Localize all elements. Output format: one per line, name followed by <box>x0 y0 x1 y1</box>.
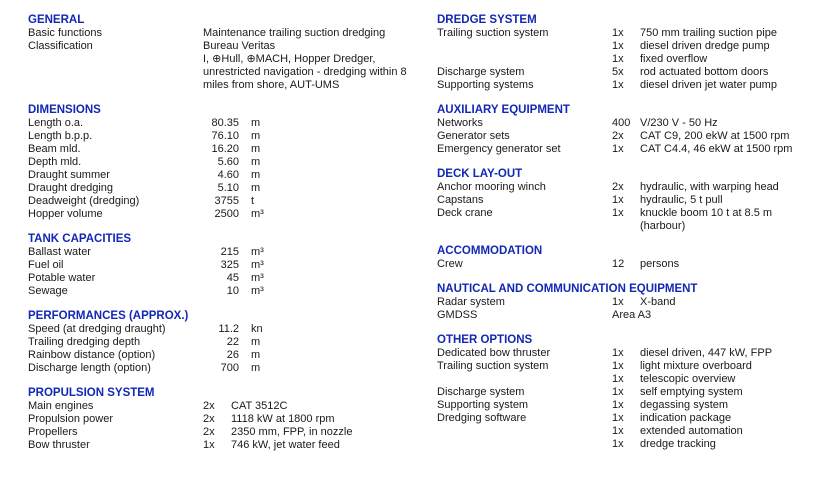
row-value: 76.10 <box>211 130 239 142</box>
row-qty: Area A3 <box>612 309 652 321</box>
spec-row <box>28 285 420 298</box>
row-label: Propellers <box>28 426 78 438</box>
row-value: V/230 V - 50 Hz <box>640 117 718 129</box>
row-qty: 1x <box>612 143 624 155</box>
row-label: Anchor mooring winch <box>437 181 546 193</box>
row-value: degassing system <box>640 399 729 411</box>
row-unit: m <box>251 169 261 181</box>
section-title-deck-lay-out: DECK LAY-OUT <box>437 168 523 180</box>
row-value: 750 mm trailing suction pipe <box>640 27 777 39</box>
row-label: Fuel oil <box>28 259 64 271</box>
row-label: Supporting systems <box>437 79 534 91</box>
row-value: light mixture overboard <box>640 360 752 372</box>
spec-row <box>437 207 829 220</box>
row-value: rod actuated bottom doors <box>640 66 769 78</box>
spec-row <box>28 156 420 169</box>
row-label: Dedicated bow thruster <box>437 347 551 359</box>
section-title-other-options: OTHER OPTIONS <box>437 334 533 346</box>
section-title-auxiliary-equipment: AUXILIARY EQUIPMENT <box>437 104 570 116</box>
spec-row <box>28 362 420 375</box>
right-column <box>437 14 829 451</box>
spec-row <box>28 349 420 362</box>
spec-row <box>437 66 829 79</box>
row-label: Speed (at dredging draught) <box>28 323 166 335</box>
row-qty: 1x <box>612 438 624 450</box>
spec-row <box>28 169 420 182</box>
spec-row <box>28 400 420 413</box>
row-unit: m <box>251 182 261 194</box>
row-label: Deadweight (dredging) <box>28 195 140 207</box>
spec-row <box>28 208 420 221</box>
row-unit: m <box>251 362 261 374</box>
spec-row <box>437 220 829 233</box>
row-label: Length o.a. <box>28 117 84 129</box>
row-label: Radar system <box>437 296 505 308</box>
row-value: 5.60 <box>217 156 239 168</box>
spec-row <box>28 246 420 259</box>
row-value: hydraulic, with warping head <box>640 181 779 193</box>
spec-row <box>437 258 829 271</box>
row-qty: 2x <box>612 130 624 142</box>
spec-row <box>28 323 420 336</box>
row-qty: 1x <box>612 373 624 385</box>
row-qty: 1x <box>203 439 215 451</box>
row-label: Trailing suction system <box>437 360 549 372</box>
spec-row <box>28 195 420 208</box>
row-unit: m <box>251 130 261 142</box>
row-value: knuckle boom 10 t at 8.5 m <box>640 207 773 219</box>
row-label: Sewage <box>28 285 68 297</box>
spec-row <box>28 182 420 195</box>
spec-row <box>28 259 420 272</box>
row-value: 5.10 <box>217 182 239 194</box>
section-title-nautical-and-communication-equipment: NAUTICAL AND COMMUNICATION EQUIPMENT <box>437 283 698 295</box>
row-label: Crew <box>437 258 463 270</box>
row-label: Trailing suction system <box>437 27 549 39</box>
spec-row <box>28 40 420 53</box>
spec-row <box>28 53 420 66</box>
row-qty: 1x <box>612 40 624 52</box>
row-value: 4.60 <box>217 169 239 181</box>
spec-row <box>437 438 829 451</box>
row-label: Depth mld. <box>28 156 82 168</box>
row-value: 45 <box>226 272 239 284</box>
row-label: Propulsion power <box>28 413 113 425</box>
row-qty: 1x <box>612 53 624 65</box>
row-qty: 1x <box>612 386 624 398</box>
row-value: 11.2 <box>218 323 239 335</box>
row-label: Bow thruster <box>28 439 90 451</box>
section-title-dredge-system: DREDGE SYSTEM <box>437 14 537 26</box>
spec-row <box>437 130 829 143</box>
row-label: Discharge system <box>437 66 525 78</box>
spec-row <box>437 386 829 399</box>
row-label: Ballast water <box>28 246 91 258</box>
section-title-performances-approx: PERFORMANCES (APPROX.) <box>28 310 189 322</box>
row-unit: kn <box>251 323 263 335</box>
spec-row <box>437 53 829 66</box>
row-value: Bureau Veritas <box>203 40 276 52</box>
row-value: fixed overflow <box>640 53 708 65</box>
row-label: Networks <box>437 117 483 129</box>
row-qty: 2x <box>612 181 624 193</box>
spec-row <box>437 194 829 207</box>
spec-row <box>437 40 829 53</box>
spec-row <box>437 347 829 360</box>
row-label: Potable water <box>28 272 96 284</box>
row-value: X-band <box>640 296 676 308</box>
spec-row <box>437 79 829 92</box>
spec-row <box>437 309 829 322</box>
row-qty: 400 <box>612 117 631 129</box>
row-value: I, ⊕Hull, ⊕MACH, Hopper Dredger, <box>203 53 376 65</box>
row-value: Maintenance trailing suction dredging <box>203 27 386 39</box>
row-label: Draught summer <box>28 169 110 181</box>
row-label: Deck crane <box>437 207 493 219</box>
row-qty: 5x <box>612 66 624 78</box>
spec-row <box>437 373 829 386</box>
row-value: 325 <box>220 259 239 271</box>
row-value: 2350 mm, FPP, in nozzle <box>231 426 353 438</box>
row-label: Dredging software <box>437 412 527 424</box>
spec-row <box>437 181 829 194</box>
row-value: miles from shore, AUT-UMS <box>203 79 340 91</box>
row-label: Supporting system <box>437 399 529 411</box>
row-label: Classification <box>28 40 93 52</box>
section-title-tank-capacities: TANK CAPACITIES <box>28 233 132 245</box>
row-qty: 1x <box>612 296 624 308</box>
row-value: 10 <box>226 285 239 297</box>
row-value: 700 <box>220 362 239 374</box>
row-unit: m <box>251 117 261 129</box>
row-qty: 1x <box>612 194 624 206</box>
spec-row <box>28 336 420 349</box>
section-title-general: GENERAL <box>28 14 85 26</box>
row-qty: 2x <box>203 400 215 412</box>
row-value: 3755 <box>214 195 239 207</box>
row-label: Length b.p.p. <box>28 130 93 142</box>
row-qty: 1x <box>612 399 624 411</box>
spec-row <box>28 413 420 426</box>
row-qty: 1x <box>612 412 624 424</box>
section-title-accommodation: ACCOMMODATION <box>437 245 543 257</box>
row-value: hydraulic, 5 t pull <box>640 194 723 206</box>
row-value: 22 <box>226 336 239 348</box>
spec-row <box>28 426 420 439</box>
row-unit: m <box>251 349 261 361</box>
row-label: Capstans <box>437 194 484 206</box>
section-title-propulsion-system: PROPULSION SYSTEM <box>28 387 155 399</box>
row-value: persons <box>640 258 680 270</box>
row-qty: 1x <box>612 347 624 359</box>
row-label: Discharge length (option) <box>28 362 151 374</box>
row-unit: m³ <box>251 285 264 297</box>
row-value: 215 <box>220 246 239 258</box>
row-value: self emptying system <box>640 386 743 398</box>
spec-row <box>437 360 829 373</box>
left-column <box>28 14 420 452</box>
row-unit: m³ <box>251 272 264 284</box>
spec-row <box>437 296 829 309</box>
spec-row <box>28 27 420 40</box>
row-qty: 2x <box>203 413 215 425</box>
row-value: CAT 3512C <box>231 400 288 412</box>
row-unit: m³ <box>251 259 264 271</box>
spec-row <box>28 66 420 79</box>
row-label: Generator sets <box>437 130 510 142</box>
row-label: Basic functions <box>28 27 102 39</box>
row-value: CAT C9, 200 ekW at 1500 rpm <box>640 130 790 142</box>
row-value: 26 <box>226 349 239 361</box>
row-unit: m³ <box>251 208 264 220</box>
row-label: Beam mld. <box>28 143 81 155</box>
row-qty: 1x <box>612 425 624 437</box>
row-unit: m <box>251 156 261 168</box>
row-value: 746 kW, jet water feed <box>231 439 340 451</box>
row-value: (harbour) <box>640 220 686 232</box>
row-label: Hopper volume <box>28 208 103 220</box>
row-qty: 1x <box>612 360 624 372</box>
row-label: Main engines <box>28 400 94 412</box>
spec-row <box>28 117 420 130</box>
row-qty: 12 <box>612 258 625 270</box>
row-value: 80.35 <box>211 117 239 129</box>
row-qty: 1x <box>612 79 624 91</box>
spec-row <box>28 130 420 143</box>
row-unit: m <box>251 336 261 348</box>
row-label: Emergency generator set <box>437 143 561 155</box>
row-label: Rainbow distance (option) <box>28 349 156 361</box>
spec-row <box>437 399 829 412</box>
row-value: CAT C4.4, 46 ekW at 1500 rpm <box>640 143 793 155</box>
row-unit: t <box>251 195 255 207</box>
spec-row <box>28 143 420 156</box>
row-label: Discharge system <box>437 386 525 398</box>
spec-row <box>437 425 829 438</box>
row-qty: 1x <box>612 27 624 39</box>
row-qty: 2x <box>203 426 215 438</box>
spec-row <box>28 439 420 452</box>
spec-row <box>437 27 829 40</box>
spec-row <box>28 79 420 92</box>
spec-row <box>437 412 829 425</box>
row-value: dredge tracking <box>640 438 716 450</box>
row-qty: 1x <box>612 207 624 219</box>
row-value: 16.20 <box>211 143 239 155</box>
spec-row <box>28 272 420 285</box>
row-value: diesel driven, 447 kW, FPP <box>640 347 773 359</box>
row-unit: m³ <box>251 246 264 258</box>
row-label: GMDSS <box>437 309 478 321</box>
spec-row <box>437 117 829 130</box>
row-value: diesel driven dredge pump <box>640 40 770 52</box>
row-value: diesel driven jet water pump <box>640 79 777 91</box>
row-unit: m <box>251 143 261 155</box>
spec-row <box>437 143 829 156</box>
row-value: 1118 kW at 1800 rpm <box>231 413 335 425</box>
row-value: indication package <box>640 412 732 424</box>
row-label: Trailing dredging depth <box>28 336 141 348</box>
row-value: unrestricted navigation - dredging within 8 <box>203 66 407 78</box>
row-value: telescopic overview <box>640 373 736 385</box>
row-label: Draught dredging <box>28 182 114 194</box>
row-value: extended automation <box>640 425 743 437</box>
row-value: 2500 <box>214 208 239 220</box>
section-title-dimensions: DIMENSIONS <box>28 104 101 116</box>
